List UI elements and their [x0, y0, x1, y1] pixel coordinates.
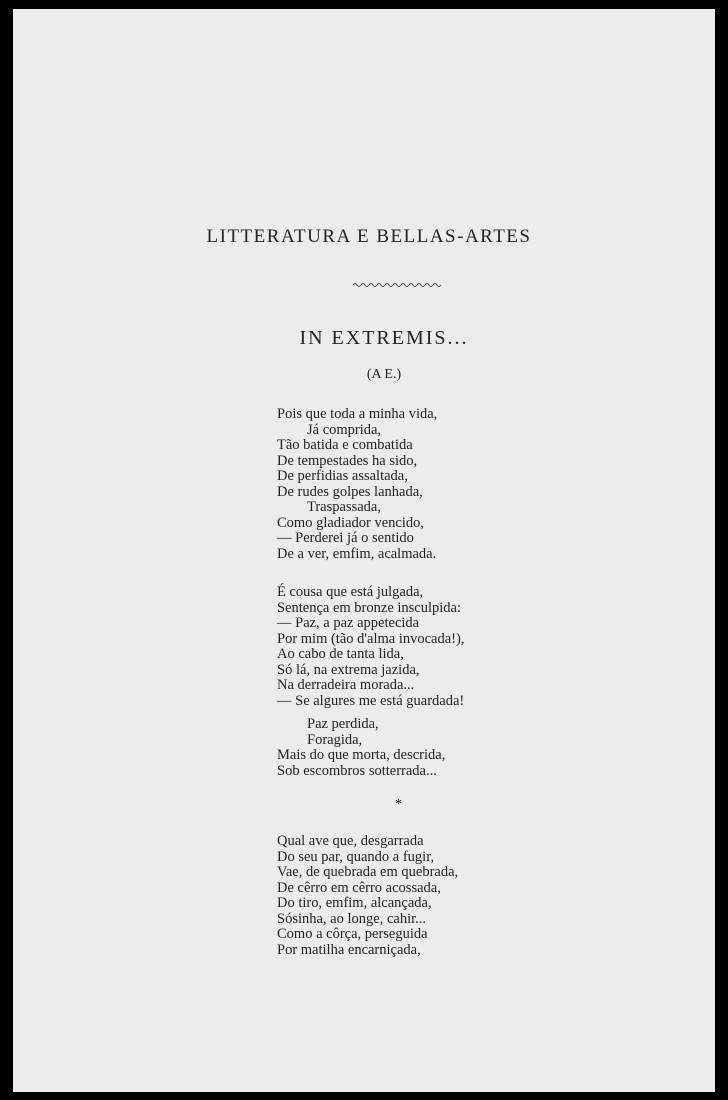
poem-line: Foragida, — [307, 731, 363, 748]
poem-line: Sentença em bronze insculpida: — [277, 599, 462, 616]
poem-line: De perfidias assaltada, — [277, 468, 408, 484]
poem-line: Mais do que morta, descrida, — [277, 747, 446, 763]
poem-line: De rudes golpes lanhada, — [277, 483, 423, 500]
poem-line: Como a côrça, perseguida — [277, 926, 428, 942]
poem-line: É cousa que está julgada, — [277, 584, 424, 600]
poem-line: Por mim (tão d'alma invocada!), — [277, 630, 465, 647]
poem-line: Paz perdida, — [307, 716, 379, 732]
poem-line: Pois que toda a minha vida, — [277, 406, 438, 422]
poem-line: Qual ave que, desgarrada — [277, 833, 424, 849]
section-title: LITTERATURA E BELLAS-ARTES — [206, 226, 532, 247]
poem-line: Por matilha encarniçada, — [277, 941, 421, 958]
poem-line: Já comprida, — [307, 421, 382, 438]
poem-line: De a ver, emfim, acalmada. — [277, 545, 437, 562]
poem-line: — Perderei já o sentido — [277, 530, 414, 546]
stanza-1 — [277, 407, 437, 562]
poem-dedication: (A E.) — [366, 367, 402, 382]
poem-line: Na derradeira morada... — [277, 677, 415, 693]
poem-line: — Paz, a paz appetecida — [277, 615, 420, 631]
poem-line: — Se algures me está guardada! — [277, 692, 465, 709]
stanza-separator: * — [395, 797, 402, 812]
document-page — [13, 9, 715, 1092]
poem-line: Do seu par, quando a fugir, — [277, 848, 435, 865]
stanza-4 — [277, 834, 458, 958]
poem-title: IN EXTREMIS... — [299, 327, 469, 349]
stanza-3 — [277, 717, 445, 779]
stanza-2 — [277, 585, 464, 709]
poem-line: Só lá, na extrema jazida, — [277, 661, 420, 678]
poem-line: Traspassada, — [307, 499, 381, 515]
poem-line: Sósinha, ao longe, cahir... — [277, 910, 427, 927]
poem-line: De cêrro em cêrro acossada, — [277, 879, 441, 896]
poem-line: Do tiro, emfim, alcançada, — [277, 895, 432, 911]
poem-line: Sob escombros sotterrada... — [277, 762, 437, 779]
decorative-rule — [353, 281, 443, 289]
poem-line: Tão batida e combatida — [277, 437, 413, 453]
poem-line: De tempestades ha sido, — [277, 452, 418, 469]
poem-line: Como gladiador vencido, — [277, 514, 424, 531]
poem-line: Vae, de quebrada em quebrada, — [277, 864, 459, 880]
poem-line: Ao cabo de tanta lida, — [277, 646, 404, 662]
